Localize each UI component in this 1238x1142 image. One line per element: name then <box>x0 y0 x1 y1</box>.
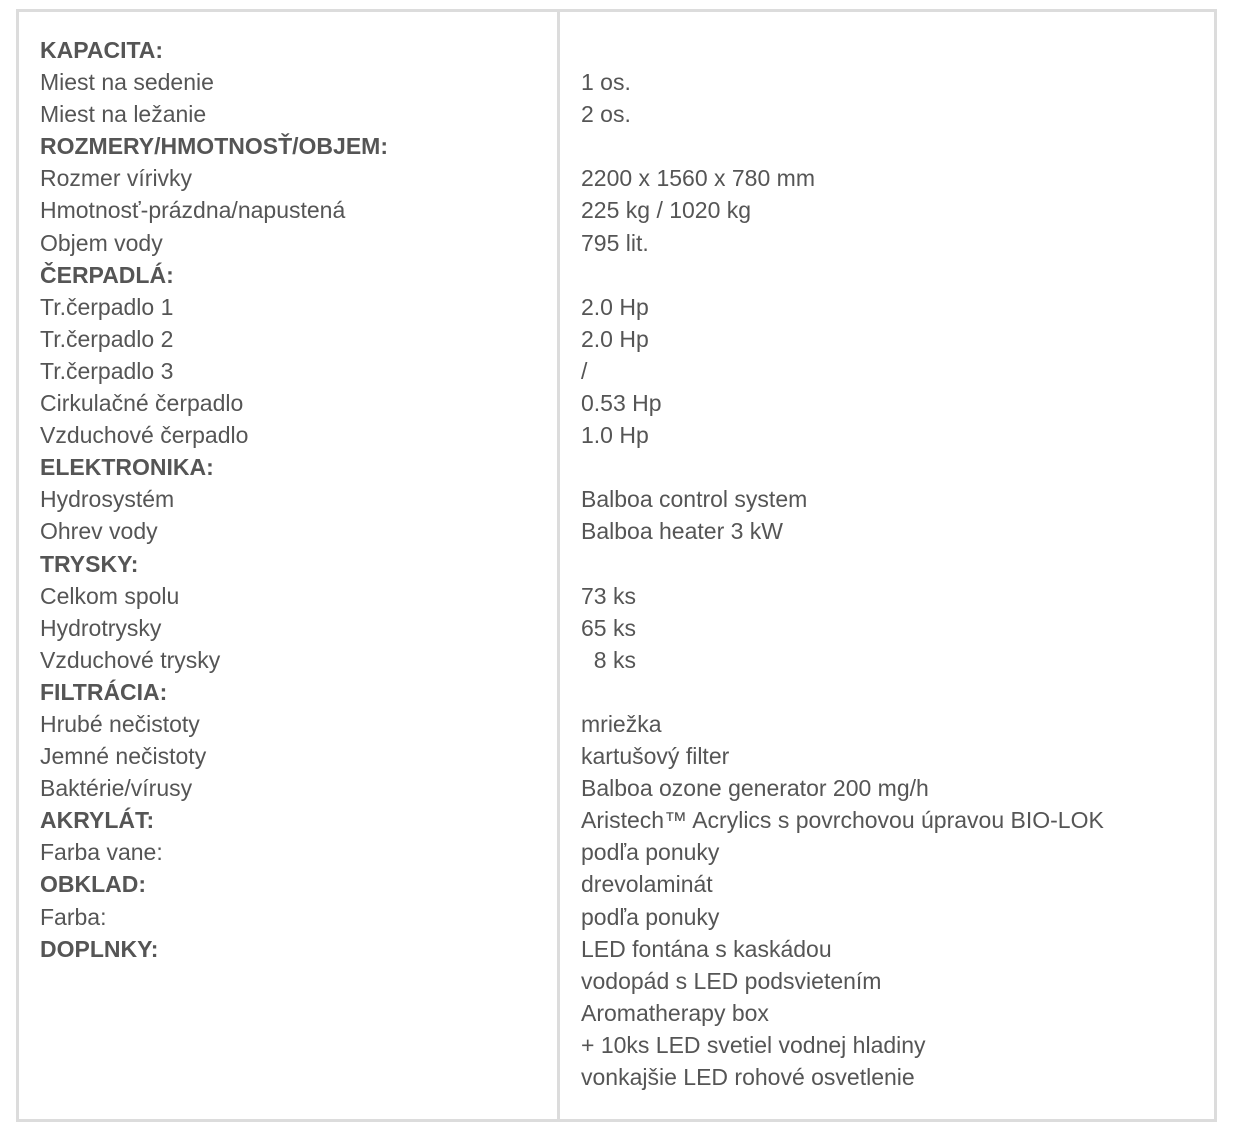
spec-value: Aristech™ Acrylics s povrchovou úpravou BIO-LOK <box>581 807 1104 834</box>
spec-label: Rozmer vírivky <box>40 165 193 192</box>
spec-label: Ohrev vody <box>40 518 158 545</box>
spec-label: Farba vane: <box>40 839 163 866</box>
spec-section-heading: ELEKTRONIKA: <box>40 454 214 481</box>
spec-section-heading: KAPACITA: <box>40 37 164 63</box>
spec-value <box>581 451 1201 483</box>
spec-value: 8 ks <box>581 646 636 673</box>
spec-section-heading: AKRYLÁT: <box>40 807 155 834</box>
spec-label: Miest na ležanie <box>40 101 207 128</box>
spec-section-heading: ROZMERY/HMOTNOSŤ/OBJEM: <box>40 133 388 160</box>
spec-label: Cirkulačné čerpadlo <box>40 390 244 417</box>
spec-value: 65 ks <box>581 614 636 641</box>
spec-value: Balboa control system <box>581 486 808 513</box>
spec-labels-column <box>40 34 545 1093</box>
spec-value <box>581 259 1201 291</box>
spec-value: podľa ponuky <box>581 839 720 866</box>
spec-label <box>40 997 545 1029</box>
spec-value: mriežka <box>581 710 662 737</box>
spec-value: Balboa ozone generator 200 mg/h <box>581 775 929 802</box>
spec-label: Hmotnosť-prázdna/napustená <box>40 197 346 224</box>
spec-label <box>40 965 545 997</box>
spec-value: 1.0 Hp <box>581 422 649 449</box>
spec-value: kartušový filter <box>581 743 730 770</box>
spec-value: 795 lit. <box>581 229 649 256</box>
spec-label: Tr.čerpadlo 2 <box>40 325 174 352</box>
spec-value: 0.53 Hp <box>581 390 662 417</box>
spec-label: Jemné nečistoty <box>40 743 207 770</box>
spec-label: Tr.čerpadlo 3 <box>40 357 174 384</box>
spec-value: / <box>581 357 588 384</box>
spec-value: 2.0 Hp <box>581 325 649 352</box>
spec-label: Hydrotrysky <box>40 614 162 641</box>
spec-label <box>40 1061 545 1093</box>
spec-label: Vzduchové čerpadlo <box>40 422 249 449</box>
spec-section-heading: DOPLNKY: <box>40 935 159 962</box>
spec-value: 2.0 Hp <box>581 293 649 320</box>
spec-label: Objem vody <box>40 229 163 256</box>
spec-label: Miest na sedenie <box>40 69 214 96</box>
spec-value: 2200 x 1560 x 780 mm <box>581 165 815 192</box>
spec-value: 2 os. <box>581 101 631 128</box>
spec-value: vodopád s LED podsvietením <box>581 967 882 994</box>
spec-section-heading: FILTRÁCIA: <box>40 678 168 705</box>
spec-values-column <box>581 34 1201 1093</box>
spec-value: 1 os. <box>581 69 631 96</box>
spec-label: Farba: <box>40 903 107 930</box>
spec-label: Hrubé nečistoty <box>40 710 200 737</box>
spec-value <box>581 676 1201 708</box>
spec-section-heading: ČERPADLÁ: <box>40 261 174 288</box>
spec-label <box>40 1029 545 1061</box>
spec-value: vonkajšie LED rohové osvetlenie <box>581 1064 915 1090</box>
spec-label: Celkom spolu <box>40 582 180 609</box>
spec-value: drevolaminát <box>581 871 713 898</box>
spec-table <box>16 9 1217 1122</box>
spec-label: Vzduchové trysky <box>40 646 221 673</box>
spec-value: + 10ks LED svetiel vodnej hladiny <box>581 1031 926 1058</box>
spec-value: Aromatherapy box <box>581 999 769 1026</box>
spec-value: podľa ponuky <box>581 903 720 930</box>
spec-value: 225 kg / 1020 kg <box>581 197 752 224</box>
column-divider <box>557 12 560 1119</box>
spec-value <box>581 548 1201 580</box>
spec-label: Hydrosystém <box>40 486 175 513</box>
spec-value: LED fontána s kaskádou <box>581 935 832 962</box>
spec-section-heading: TRYSKY: <box>40 550 139 577</box>
spec-value <box>581 130 1201 162</box>
spec-label: Baktérie/vírusy <box>40 775 193 802</box>
spec-label: Tr.čerpadlo 1 <box>40 293 174 320</box>
spec-value <box>581 34 1201 66</box>
spec-value: 73 ks <box>581 582 636 609</box>
spec-value: Balboa heater 3 kW <box>581 518 784 545</box>
spec-section-heading: OBKLAD: <box>40 871 147 898</box>
